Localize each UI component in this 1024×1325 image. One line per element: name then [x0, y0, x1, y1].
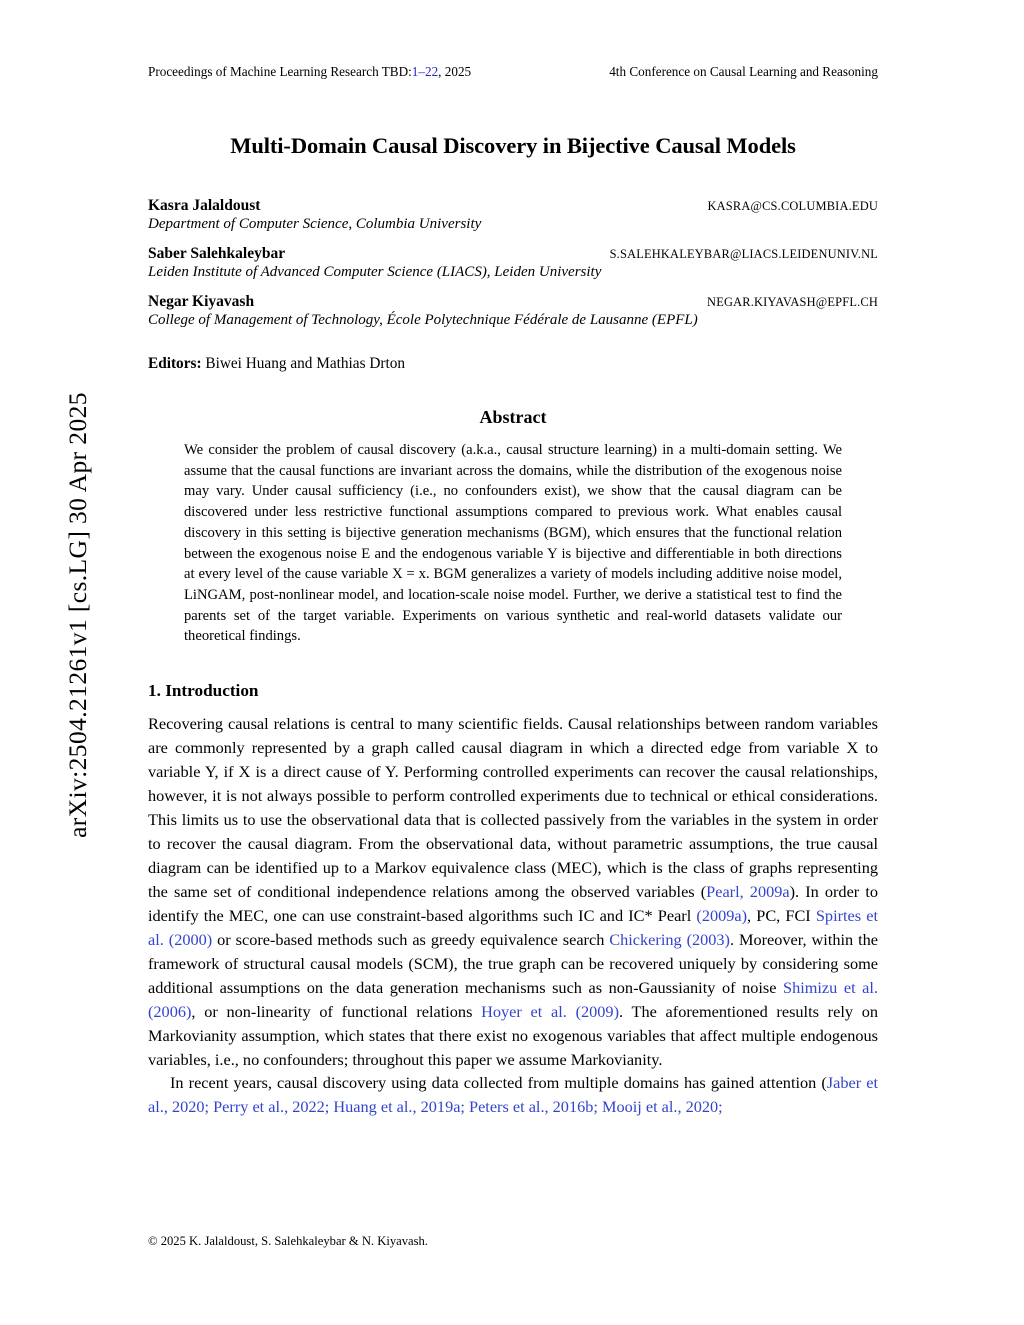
author-line [148, 197, 878, 215]
running-head-right: 4th Conference on Causal Learning and Reasoning [609, 64, 878, 79]
section-number: 1. [148, 681, 161, 701]
arxiv-stamp: arXiv:2504.21261v1 [cs.LG] 30 Apr 2025 [63, 392, 92, 838]
citation-pearl-2009a[interactable]: Pearl, 2009a [706, 881, 790, 901]
editors-line [148, 355, 878, 373]
author-name: Negar Kiyavash [148, 293, 255, 310]
running-head-left-suffix: , 2025 [438, 64, 472, 79]
para1-part-f: , or non-linearity of functional relations [191, 1001, 482, 1021]
para1-part-g: . The aforementioned results rely on Markovianity assumption, which states that there exist no exogenous variables that affect multiple endogenous variables, i.e., no confounders; throughout this paper we assume Markovianity. [148, 1001, 878, 1069]
section-title: Introduction [165, 681, 259, 701]
citation-pearl-2009a-year[interactable]: (2009a) [696, 905, 748, 925]
author-list [148, 197, 878, 329]
para2-part-a: In recent years, causal discovery using data collected from multiple domains has gained attention ( [170, 1073, 827, 1093]
citation-chickering-2003[interactable]: Chickering (2003) [609, 929, 730, 949]
body-paragraph-2 [148, 1071, 878, 1119]
author-email[interactable]: KASRA@CS.COLUMBIA.EDU [707, 199, 878, 213]
citation-shimizu-author[interactable]: Shimizu et al. [783, 977, 879, 997]
author-entry [148, 197, 878, 233]
editors-names: Biwei Huang and Mathias Drton [205, 355, 406, 372]
running-head-pages-link[interactable]: 1–22 [411, 64, 439, 79]
author-entry [148, 245, 878, 281]
section-heading [148, 681, 878, 701]
author-name: Kasra Jalaldoust [148, 197, 261, 214]
running-head [148, 0, 878, 80]
para1-part-b: ). In order to identify the MEC, one can use constraint-based algorithms such IC and IC* Pearl [148, 881, 878, 925]
author-line [148, 293, 878, 311]
abstract-heading: Abstract [479, 407, 547, 427]
citation-shimizu-year[interactable]: (2006) [148, 1001, 192, 1021]
author-line [148, 245, 878, 263]
page-title: Multi-Domain Causal Discovery in Bijective Causal Models [230, 133, 796, 158]
author-affiliation: Department of Computer Science, Columbia University [148, 216, 482, 232]
running-head-left [148, 64, 471, 80]
citation-group-multidomain[interactable]: Jaber et al., 2020; Perry et al., 2022; Huang et al., 2019a; Peters et al., 2016b; Mooij et al., 2020; [148, 1073, 878, 1117]
para1-part-a: Recovering causal relations is central to many scientific fields. Causal relationships between random variables are commonly represented by a graph called causal diagram in which a directed edge from variable X to variable Y, if X is a direct cause of Y. Performing controlled experiments can recover the causal relationships, however, it is not always possible to perform controlled experiments due to technical or ethical considerations. This limits us to use the observational data that is collected passively from the variables in the system in order to recover the causal diagram. From the observational data, without parametric assumptions, the true causal diagram can be identified up to a Markov equivalence class (MEC), which is the class of graphs representing the same set of conditional independence relations among the observed variables ( [148, 714, 878, 901]
citation-hoyer-author[interactable]: Hoyer et al. [481, 1001, 567, 1021]
abstract-text: We consider the problem of causal discovery (a.k.a., causal structure learning) in a multi-domain setting. We assume that the causal functions are invariant across the domains, while the distribution of the exogenous noise may vary. Under causal sufficiency (i.e., no confounders exist), we show that the causal diagram can be discovered under less restrictive functional assumptions compared to previous work. What enables causal discovery in this setting is bijective generation mechanisms (BGM), which ensures that the functional relation between the exogenous noise E and the endogenous variable Y is bijective and differentiable in both directions at every level of the cause variable X = x. BGM generalizes a variety of models including additive noise model, LiNGAM, post-nonlinear model, and location-scale noise model. Further, we derive a statistical test to find the parents set of the target variable. Experiments on various synthetic and real-world datasets validate our theoretical findings. [184, 442, 842, 645]
author-email[interactable]: S.SALEHKALEYBAR@LIACS.LEIDENUNIV.NL [609, 247, 878, 261]
running-head-left-prefix: Proceedings of Machine Learning Research TBD: [148, 64, 412, 79]
para1-part-c: , PC, FCI [747, 905, 816, 925]
editors-label: Editors: [148, 355, 202, 372]
page-footer: © 2025 K. Jalaldoust, S. Salehkaleybar & N. Kiyavash. [148, 1234, 428, 1248]
para1-part-d: or score-based methods such as greedy equivalence search [212, 929, 610, 949]
author-email[interactable]: NEGAR.KIYAVASH@EPFL.CH [707, 295, 878, 309]
paper-content [148, 0, 878, 1325]
citation-hoyer-year[interactable]: (2009) [575, 1001, 619, 1021]
citation-spirtes-year[interactable]: (2000) [168, 929, 213, 949]
citation-spirtes-author[interactable]: Spirtes et al. [148, 905, 878, 949]
author-affiliation: College of Management of Technology, École Polytechnique Fédérale de Lausanne (EPFL) [148, 312, 698, 328]
author-name: Saber Salehkaleybar [148, 245, 286, 262]
author-affiliation: Leiden Institute of Advanced Computer Science (LIACS), Leiden University [148, 264, 602, 280]
body-paragraph-1 [148, 712, 878, 1071]
para1-part-e: . Moreover, within the framework of structural causal models (SCM), the true graph can be recovered uniquely by considering some additional assumptions on the data generation mechanisms such as non-Gaussianity of noise [148, 929, 878, 997]
author-entry [148, 293, 878, 329]
